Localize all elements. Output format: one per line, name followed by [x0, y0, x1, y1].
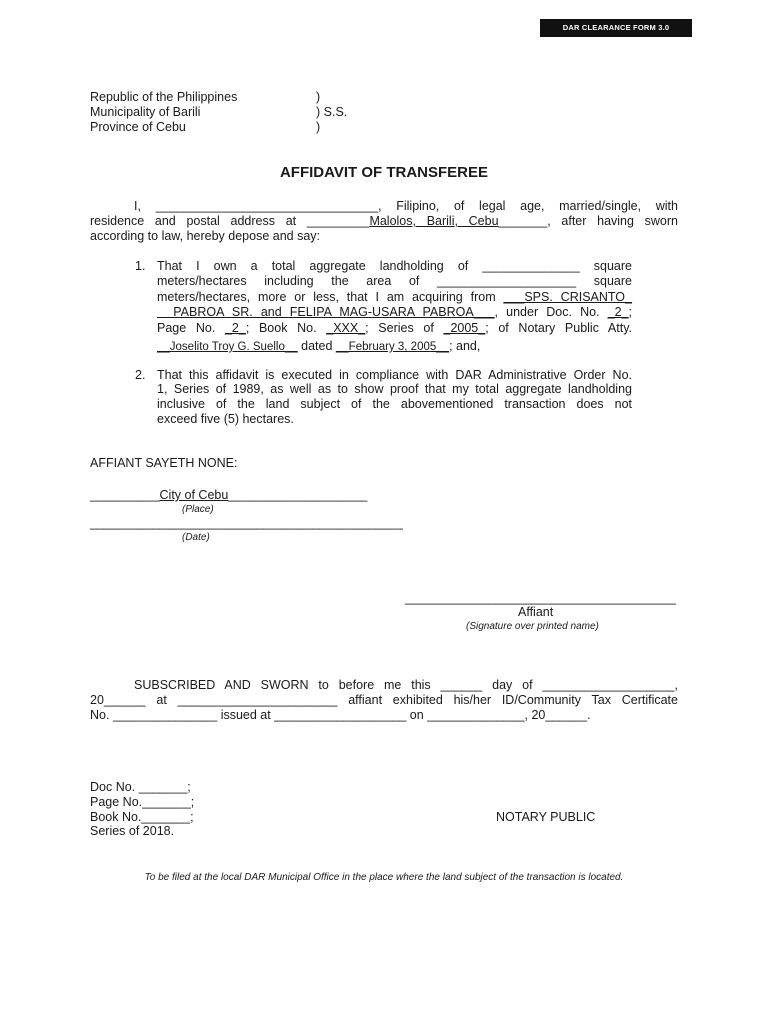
item-text: ; Series of	[365, 321, 434, 335]
affiant-sayeth-none: AFFIANT SAYETH NONE:	[90, 456, 238, 470]
affiant-label: Affiant	[518, 605, 554, 619]
jurat-text: issued at	[220, 708, 271, 722]
item-text: square	[593, 259, 632, 273]
jurat-text: at	[156, 693, 167, 707]
intro-text: , Filipino, of legal age, married/single, with	[378, 199, 678, 213]
item-1-line-3	[157, 290, 632, 305]
item-text: dated	[301, 339, 333, 353]
place-value: City of Cebu	[159, 488, 229, 502]
item-1-line-6	[157, 339, 632, 355]
venue-country: Republic of the Philippines	[90, 90, 238, 104]
item-2-line-1: That this affidavit is executed in compliance with DAR Administrative Order No.	[157, 368, 632, 382]
item-text: ; and,	[449, 339, 481, 353]
date-line: _____________________________________________	[90, 516, 403, 530]
intro-text: residence and postal address at	[90, 214, 297, 228]
jurat-text: on	[409, 708, 424, 722]
transferor-name: ___SPS. CRISANTO_	[503, 290, 632, 304]
place-line	[90, 488, 367, 503]
item-2-line-4: exceed five (5) hectares.	[157, 412, 294, 426]
jurat-text: ,	[674, 678, 678, 692]
item-text: ; Book No.	[245, 321, 317, 335]
issued-on-blank: ______________	[427, 708, 525, 722]
year-blank: ______	[103, 693, 146, 707]
item-1-line-1	[157, 259, 632, 274]
intro-line-1	[134, 199, 678, 214]
item-text: That I own a total aggregate landholding of	[157, 259, 469, 273]
residence-address: Malolos, Barili, Cebu	[369, 214, 499, 228]
item-2-line-3: inclusive of the land subject of the abovementioned transaction does not	[157, 397, 632, 411]
filing-footnote: To be filed at the local DAR Municipal Office in the place where the land subject of the transaction is located.	[144, 872, 624, 883]
jurat-text: affiant exhibited his/her ID/Community Tax Certificate	[348, 693, 678, 707]
affiant-signature-note: (Signature over printed name)	[466, 621, 599, 632]
intro-text: I,	[134, 199, 141, 213]
notary-public-label: NOTARY PUBLIC	[496, 810, 596, 824]
book-number-entry: Book No._______;	[90, 810, 194, 824]
doc-number: _2_	[607, 305, 629, 319]
jurat-line-2	[90, 693, 678, 708]
item-1-line-5	[157, 321, 632, 336]
venue-ss: ) S.S.	[316, 105, 348, 119]
book-number: _XXX_	[326, 321, 366, 335]
jurat-text: SUBSCRIBED AND SWORN to before me this	[134, 678, 431, 692]
item-text: meters/hectares, more or less, that I am acquiring from	[157, 290, 496, 304]
page-number: _2_	[224, 321, 246, 335]
jurat-text: No.	[90, 708, 110, 722]
item-text: ; of Notary Public Atty.	[485, 321, 632, 335]
jurat-line-1	[134, 678, 678, 693]
item-text: ;	[628, 305, 632, 319]
intro-text: , after having sworn	[547, 214, 678, 228]
transferor-name-cont: PABROA SR. and FELIPA MAG-USARA PABROA___	[157, 305, 495, 319]
jurat-text: day of	[492, 678, 533, 692]
document-title: AFFIDAVIT OF TRANSFEREE	[279, 164, 489, 181]
blank: _________	[306, 214, 370, 228]
intro-line-2	[90, 214, 678, 229]
item-2-number: 2.	[135, 368, 146, 382]
item-1-line-2	[157, 274, 632, 289]
venue-paren: )	[316, 90, 321, 104]
page-number-entry: Page No._______;	[90, 795, 195, 809]
day-blank: ______	[440, 678, 483, 692]
item-1-number: 1.	[135, 259, 146, 273]
notary-attorney-name: __Joselito Troy G. Suello__	[157, 341, 298, 353]
total-landholding-blank: ______________	[482, 259, 580, 273]
affiant-name-blank: ________________________________	[155, 199, 379, 213]
area-blank: ____________________	[437, 274, 577, 288]
item-text: square	[593, 274, 632, 288]
place-blank: _______________________	[177, 693, 338, 707]
series-entry: Series of 2018.	[90, 824, 175, 838]
blank: __________	[90, 488, 160, 502]
ctc-number-blank: _______________	[112, 708, 218, 722]
blank: ____________________	[228, 488, 368, 502]
series-year: _2005_	[443, 321, 486, 335]
venue-paren: )	[316, 120, 321, 134]
jurat-text: 20	[90, 693, 104, 707]
item-2-line-2: 1, Series of 1989, as well as to show proof that my total aggregate landholding	[157, 382, 632, 396]
jurat-line-3	[90, 708, 678, 723]
affiant-signature-line: _______________________________________	[405, 591, 677, 605]
form-code-badge: DAR CLEARANCE FORM 3.0	[540, 19, 692, 37]
item-1-line-4	[157, 305, 632, 320]
date-label: (Date)	[182, 532, 210, 543]
item-text: meters/hectares including the area of	[157, 274, 420, 288]
notarization-date: __February 3, 2005__	[335, 341, 450, 353]
issued-at-blank: ___________________	[274, 708, 407, 722]
intro-line-3: according to law, hereby depose and say:	[90, 229, 321, 243]
place-label: (Place)	[182, 504, 214, 515]
venue-municipality: Municipality of Barili	[90, 105, 201, 119]
month-blank: ___________________	[542, 678, 675, 692]
item-text: , under Doc. No.	[494, 305, 600, 319]
jurat-text: , 20______.	[524, 708, 591, 722]
venue-province: Province of Cebu	[90, 120, 186, 134]
blank: _______	[498, 214, 548, 228]
doc-number-entry: Doc No. _______;	[90, 780, 191, 794]
item-text: Page No.	[157, 321, 216, 335]
